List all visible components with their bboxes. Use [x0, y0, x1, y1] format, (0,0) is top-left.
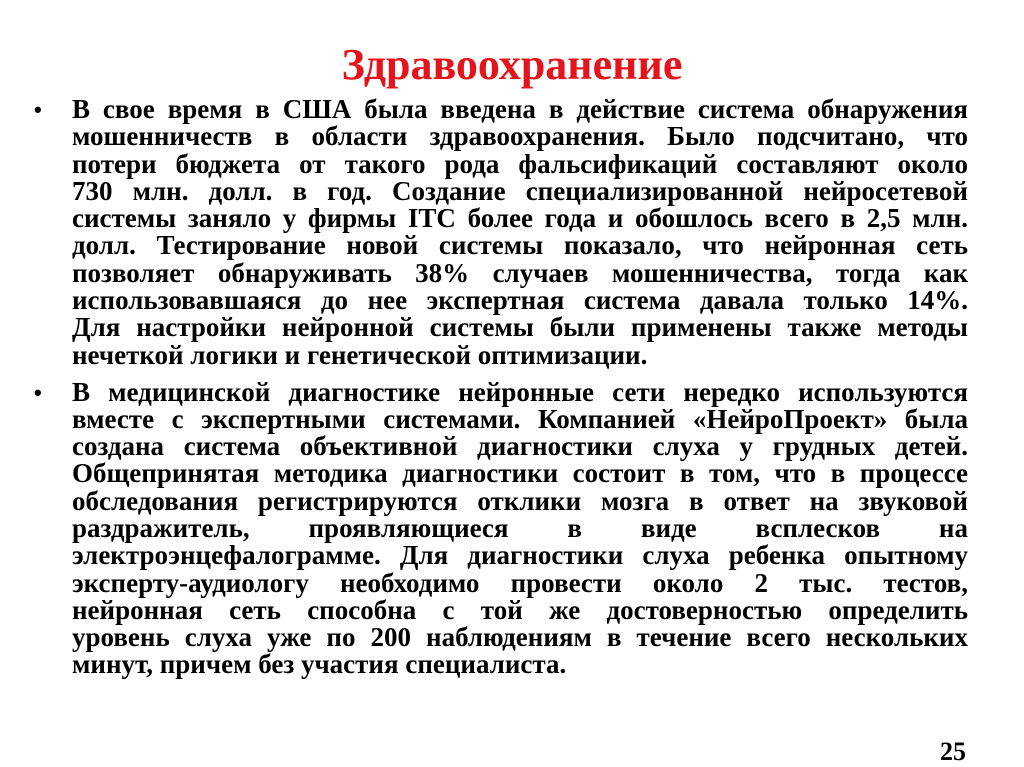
paragraph-line: обследования регистрируются отклики мозга в ответ на звуковой — [72, 485, 968, 516]
paragraph-line: В свое время в США была введена в действие система обнаружения — [72, 94, 968, 124]
paragraph-line: системы заняло у фирмы ITC более года и обошлось всего в 2,5 млн. — [72, 203, 968, 234]
paragraph-line: уровень слуха уже по 200 наблюдениям в течение всего нескольких — [72, 622, 968, 653]
paragraph-line: долл. Тестирование новой системы показало, что нейронная сеть — [72, 230, 968, 261]
paragraph-line: 730 млн. долл. в год. Создание специализированной нейросетевой — [72, 175, 968, 206]
paragraph-line: электроэнцефалограмме. Для диагностики слуха ребенка опытному — [72, 540, 968, 571]
paragraph-line: создана система объективной диагностики слуха у грудных детей. — [72, 431, 968, 462]
paragraph-line: нейронная сеть способна с той же достоверностью определить — [72, 594, 968, 625]
bullet-item-2 — [34, 376, 968, 680]
paragraph-line: раздражитель, проявляющиеся в виде всплесков на — [72, 512, 968, 543]
page-number: 25 — [940, 737, 966, 766]
paragraph-line: мошенничеств в области здравоохранения. Было подсчитано, что — [72, 121, 968, 152]
paragraph-line: В медицинской диагностике нейронные сети нередко используются — [72, 376, 968, 407]
bullet-item-1 — [34, 94, 968, 370]
bullet-icon: • — [34, 379, 42, 405]
paragraph-line: использовавшаяся до нее экспертная система давала только 14%. — [72, 285, 968, 316]
paragraph-line: эксперту-аудиологу необходимо провести около 2 тыс. тестов, — [72, 567, 968, 598]
paragraph-line: нечеткой логики и генетической оптимизации. — [72, 339, 648, 370]
slide-title: Здравоохранение — [341, 40, 683, 89]
bullet-icon: • — [34, 97, 42, 122]
paragraph-line: минут, причем без участия специалиста. — [72, 649, 567, 680]
paragraph-line: вместе с экспертными системами. Компанией «НейроПроект» была — [72, 403, 968, 434]
paragraph-line: позволяет обнаруживать 38% случаев мошенничества, тогда как — [72, 257, 968, 288]
paragraph-line: потери бюджета от такого рода фальсификаций составляют около — [72, 148, 968, 179]
paragraph-line: Для настройки нейронной системы были применены также методы — [72, 312, 968, 343]
paragraph-line: Общепринятая методика диагностики состоит в том, что в процессе — [72, 458, 968, 489]
